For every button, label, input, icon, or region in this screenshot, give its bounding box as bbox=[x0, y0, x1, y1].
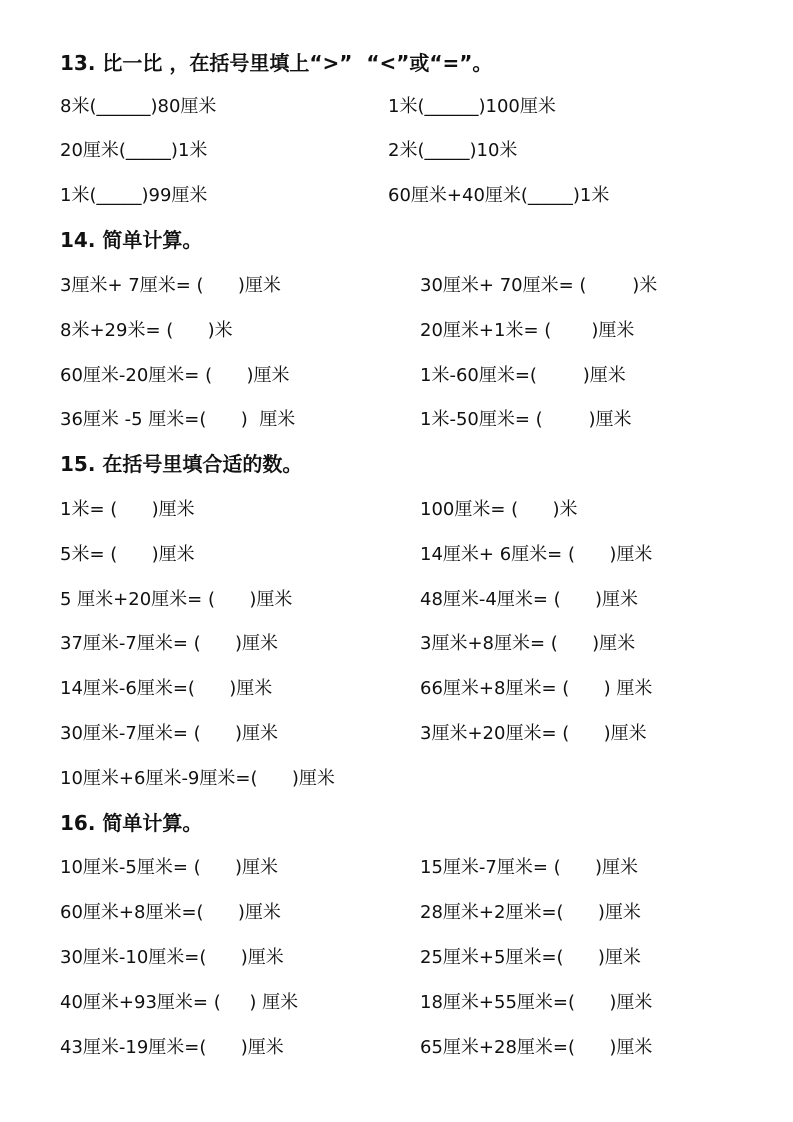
q16-item-7: 40厘米+93厘米= ( ) 厘米 bbox=[60, 992, 299, 1013]
q16-item-5: 30厘米-10厘米=( )厘米 bbox=[60, 947, 284, 968]
q15-item-6: 48厘米-4厘米= ( )厘米 bbox=[420, 589, 639, 610]
q16-row-1 bbox=[0, 855, 793, 881]
q15-row-5 bbox=[0, 676, 793, 702]
q16-item-10: 65厘米+28厘米=( )厘米 bbox=[420, 1037, 653, 1058]
q15-item-8: 3厘米+8厘米= ( )厘米 bbox=[420, 633, 636, 654]
q16-item-3: 60厘米+8厘米=( )厘米 bbox=[60, 902, 281, 923]
q14-row-3 bbox=[0, 363, 793, 389]
q14-item-7: 36厘米 -5 厘米=( ) 厘米 bbox=[60, 409, 296, 430]
q14-item-2: 30厘米+ 70厘米= ( )米 bbox=[420, 275, 658, 296]
q16-item-6: 25厘米+5厘米=( )厘米 bbox=[420, 947, 641, 968]
q13-item-3: 20厘米(_____)1米 bbox=[60, 140, 208, 161]
q13-item-6: 60厘米+40厘米(_____)1米 bbox=[388, 185, 610, 206]
section-13-title: 13. 比一比 ，在括号里填上“>” “<”或“=”。 bbox=[60, 51, 493, 75]
q16-item-9: 43厘米-19厘米=( )厘米 bbox=[60, 1037, 284, 1058]
q14-item-5: 60厘米-20厘米= ( )厘米 bbox=[60, 365, 290, 386]
q15-row-1 bbox=[0, 497, 793, 523]
q13-row-3 bbox=[0, 183, 793, 209]
q14-row-2 bbox=[0, 318, 793, 344]
q15-item-3: 5米= ( )厘米 bbox=[60, 544, 195, 565]
q15-row-3 bbox=[0, 587, 793, 613]
section-16-title: 16. 简单计算。 bbox=[60, 811, 203, 835]
q15-item-13: 10厘米+6厘米-9厘米=( )厘米 bbox=[60, 768, 335, 789]
section-14-title: 14. 简单计算。 bbox=[60, 228, 203, 252]
q14-row-1 bbox=[0, 273, 793, 299]
q15-item-10: 66厘米+8厘米= ( ) 厘米 bbox=[420, 678, 653, 699]
q15-item-9: 14厘米-6厘米=( )厘米 bbox=[60, 678, 273, 699]
q15-item-11: 30厘米-7厘米= ( )厘米 bbox=[60, 723, 279, 744]
q15-item-2: 100厘米= ( )米 bbox=[420, 499, 578, 520]
q16-row-3 bbox=[0, 945, 793, 971]
q14-item-4: 20厘米+1米= ( )厘米 bbox=[420, 320, 635, 341]
q16-item-8: 18厘米+55厘米=( )厘米 bbox=[420, 992, 653, 1013]
q15-item-4: 14厘米+ 6厘米= ( )厘米 bbox=[420, 544, 653, 565]
section-15-title: 15. 在括号里填合适的数。 bbox=[60, 452, 303, 476]
q15-item-7: 37厘米-7厘米= ( )厘米 bbox=[60, 633, 279, 654]
q15-row-2 bbox=[0, 542, 793, 568]
q16-item-2: 15厘米-7厘米= ( )厘米 bbox=[420, 857, 639, 878]
q16-row-4 bbox=[0, 990, 793, 1016]
q16-item-1: 10厘米-5厘米= ( )厘米 bbox=[60, 857, 279, 878]
q13-row-2 bbox=[0, 138, 793, 164]
q15-item-5: 5 厘米+20厘米= ( )厘米 bbox=[60, 589, 293, 610]
q14-item-1: 3厘米+ 7厘米= ( )厘米 bbox=[60, 275, 281, 296]
q13-item-4: 2米(_____)10米 bbox=[388, 140, 518, 161]
q15-item-12: 3厘米+20厘米= ( )厘米 bbox=[420, 723, 647, 744]
q15-row-7 bbox=[0, 766, 793, 792]
q16-item-4: 28厘米+2厘米=( )厘米 bbox=[420, 902, 641, 923]
q13-row-1 bbox=[0, 94, 793, 120]
q16-row-5 bbox=[0, 1035, 793, 1061]
q16-row-2 bbox=[0, 900, 793, 926]
q14-item-6: 1米-60厘米=( )厘米 bbox=[420, 365, 626, 386]
q15-row-6 bbox=[0, 721, 793, 747]
q13-item-5: 1米(_____)99厘米 bbox=[60, 185, 208, 206]
q13-item-2: 1米(______)100厘米 bbox=[388, 96, 556, 117]
q13-item-1: 8米(______)80厘米 bbox=[60, 96, 217, 117]
q15-row-4 bbox=[0, 631, 793, 657]
q14-row-4 bbox=[0, 407, 793, 433]
q14-item-3: 8米+29米= ( )米 bbox=[60, 320, 233, 341]
q14-item-8: 1米-50厘米= ( )厘米 bbox=[420, 409, 632, 430]
q15-item-1: 1米= ( )厘米 bbox=[60, 499, 195, 520]
